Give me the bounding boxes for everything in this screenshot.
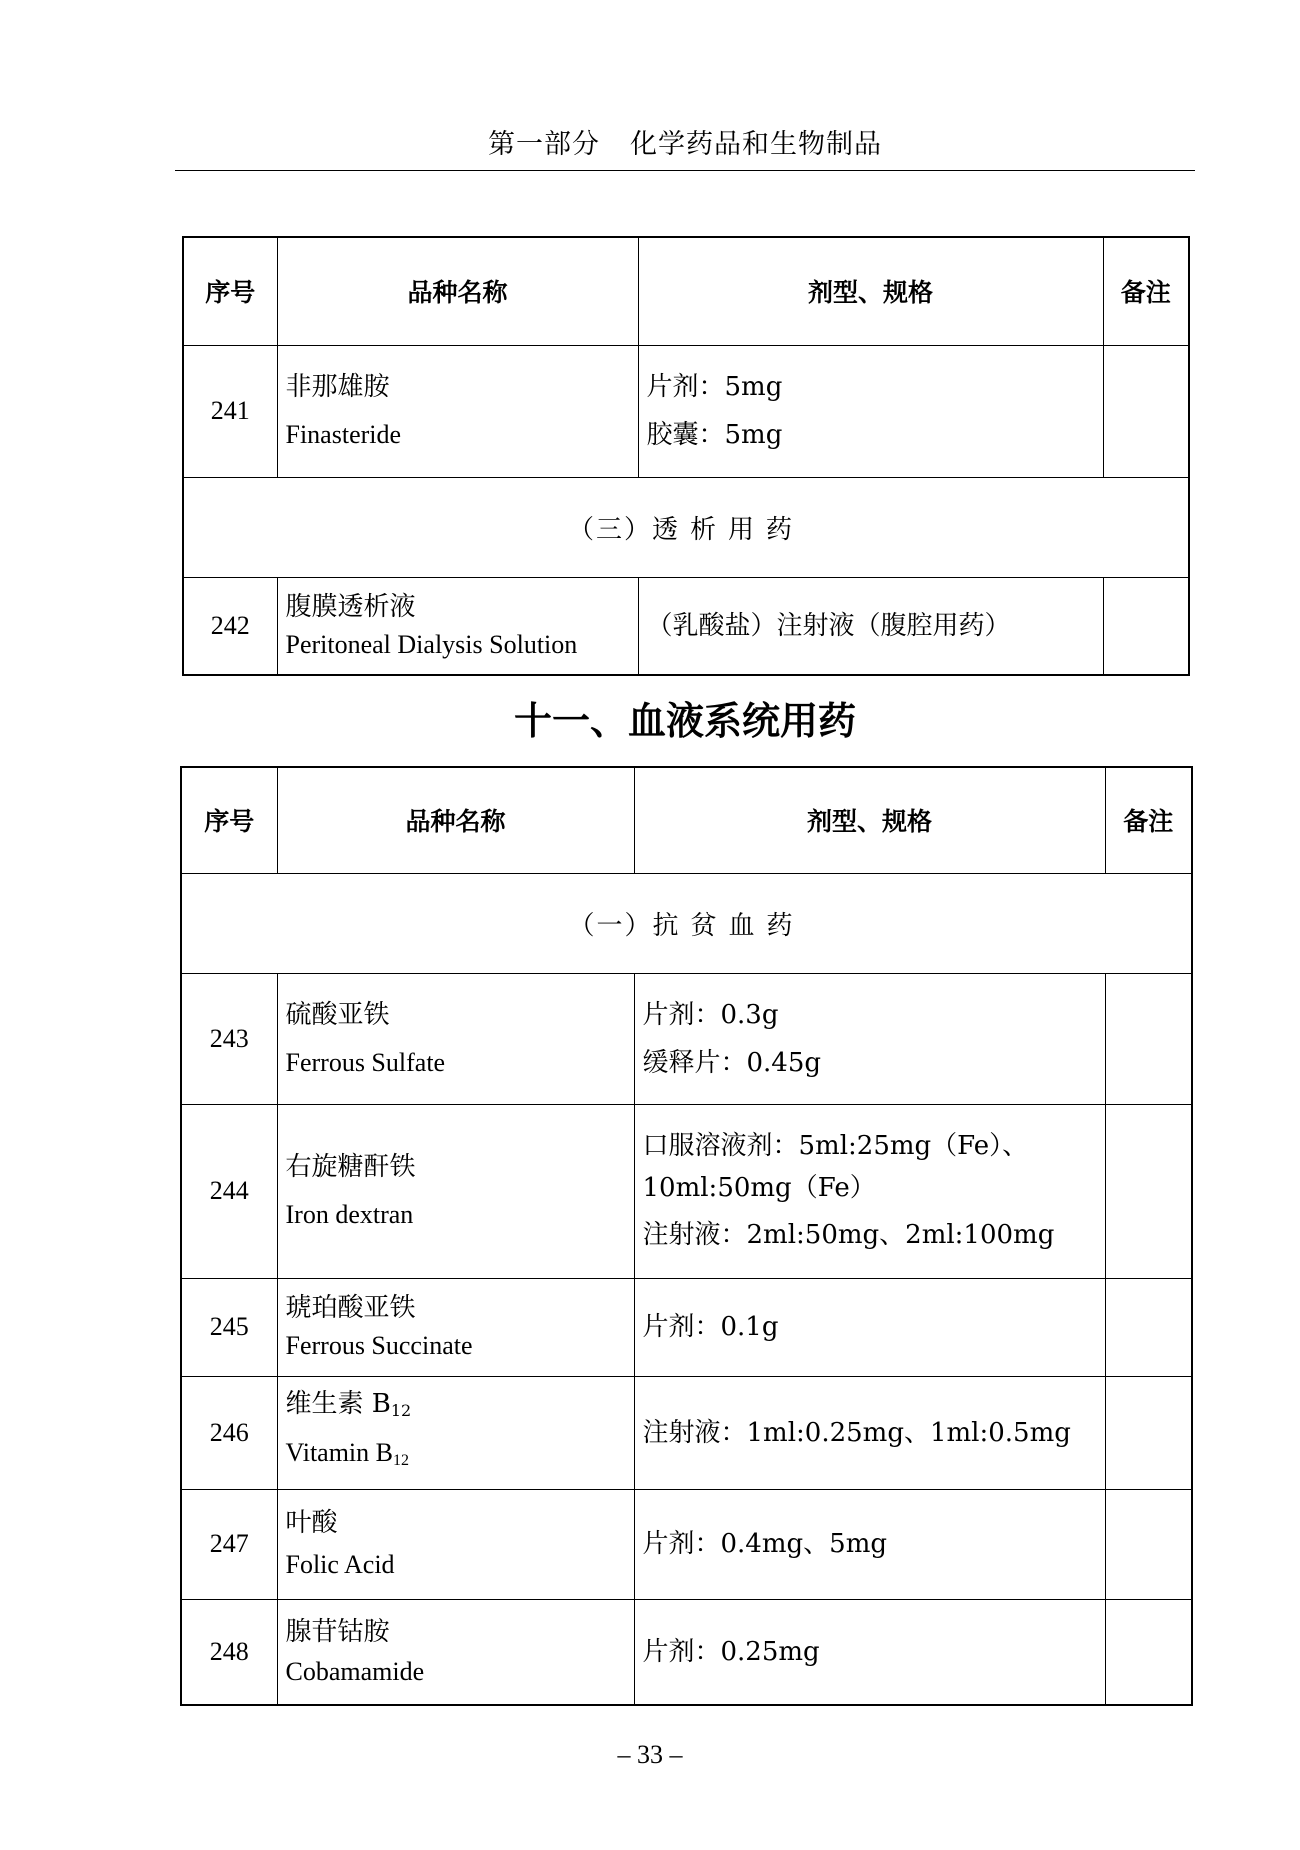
drug-name-cn: 右旋糖酐铁 bbox=[285, 1152, 416, 1182]
note-cell bbox=[1103, 345, 1189, 477]
note-cell bbox=[1103, 577, 1189, 675]
drug-name-cn: 硫酸亚铁 bbox=[285, 999, 390, 1030]
drug-name-en: Cobamamide bbox=[285, 1656, 425, 1686]
table-row bbox=[181, 1599, 1192, 1705]
spec-cell bbox=[638, 345, 1103, 477]
subheading-paren: （三） bbox=[567, 514, 652, 545]
row-number: 248 bbox=[181, 1599, 277, 1705]
drug-name-en-line bbox=[286, 1432, 634, 1482]
subheading-label: 透析用药 bbox=[652, 514, 805, 545]
spec-cell bbox=[634, 1376, 1105, 1489]
table-row bbox=[181, 1278, 1192, 1376]
spec-line: 片剂：0.3g bbox=[642, 999, 779, 1030]
header-name: 品种名称 bbox=[277, 767, 634, 873]
note-cell bbox=[1105, 1376, 1192, 1489]
running-header-part: 第一部分 bbox=[488, 129, 600, 160]
drug-name-cn: 腹膜透析液 bbox=[285, 591, 416, 622]
running-header-title: 化学药品和生物制品 bbox=[630, 129, 882, 160]
row-number: 247 bbox=[181, 1489, 277, 1599]
note-cell bbox=[1105, 1104, 1192, 1278]
table-row bbox=[181, 1489, 1192, 1599]
drug-name-cn: 腺苷钴胺 bbox=[285, 1616, 390, 1647]
row-number: 246 bbox=[181, 1376, 277, 1489]
header-name: 品种名称 bbox=[277, 237, 638, 345]
header-rule bbox=[175, 170, 1195, 171]
drug-name-cell bbox=[277, 1278, 634, 1376]
drug-name-cell bbox=[277, 1104, 634, 1278]
note-cell bbox=[1105, 1489, 1192, 1599]
spec-cell bbox=[634, 1489, 1105, 1599]
table-row bbox=[181, 973, 1192, 1104]
drug-name-cell bbox=[277, 1376, 634, 1489]
drug-name-en-subscript: 12 bbox=[393, 1452, 409, 1469]
spec-cell bbox=[638, 577, 1103, 675]
table-row bbox=[181, 1376, 1192, 1489]
spec-line: 口服溶液剂：5ml:25mg（Fe）、10ml:50mg（Fe） bbox=[642, 1131, 1029, 1203]
spec-line: 片剂：0.1g bbox=[642, 1312, 779, 1342]
spec-line: 注射液：2ml:50mg、2ml:100mg bbox=[642, 1220, 1055, 1250]
drug-name-en: Folic Acid bbox=[285, 1550, 395, 1579]
spec-line: 片剂：0.25mg bbox=[642, 1636, 820, 1667]
header-no: 序号 bbox=[181, 767, 277, 873]
drug-name-cn-subscript: 12 bbox=[390, 1401, 412, 1420]
spec-line: 胶囊：5mg bbox=[646, 420, 783, 450]
table-row bbox=[181, 1104, 1192, 1278]
table-header-row bbox=[183, 237, 1189, 345]
spec-cell bbox=[634, 1599, 1105, 1705]
header-note: 备注 bbox=[1105, 767, 1192, 873]
spec-cell bbox=[634, 1278, 1105, 1376]
table-row bbox=[183, 577, 1189, 675]
running-header bbox=[175, 122, 1195, 161]
row-number: 241 bbox=[183, 345, 277, 477]
note-cell bbox=[1105, 1599, 1192, 1705]
drug-name-cn: 维生素 B bbox=[285, 1389, 391, 1419]
drug-table-1 bbox=[182, 236, 1190, 676]
spec-line: 注射液：1ml:0.25mg、1ml:0.5mg bbox=[642, 1417, 1071, 1448]
spec-line: （乳酸盐）注射液（腹腔用药） bbox=[646, 610, 1011, 641]
section-title: 十一、血液系统用药 bbox=[513, 699, 856, 743]
drug-name-cell bbox=[277, 1489, 634, 1599]
drug-name-cn-line bbox=[286, 1383, 634, 1432]
drug-name-en: Peritoneal Dialysis Solution bbox=[285, 629, 578, 659]
note-cell bbox=[1105, 973, 1192, 1104]
drug-name-cn: 叶酸 bbox=[285, 1508, 338, 1538]
subheading-label: 抗贫血药 bbox=[652, 910, 805, 941]
drug-name-cell bbox=[277, 1599, 634, 1705]
spec-line: 片剂：0.4mg、5mg bbox=[642, 1529, 887, 1559]
spec-cell bbox=[634, 1104, 1105, 1278]
table-row bbox=[183, 345, 1189, 477]
header-spec: 剂型、规格 bbox=[638, 237, 1103, 345]
row-number: 244 bbox=[181, 1104, 277, 1278]
subheading-paren: （一） bbox=[568, 910, 653, 941]
drug-name-cell bbox=[277, 345, 638, 477]
drug-name-en: Iron dextran bbox=[285, 1200, 414, 1229]
drug-name-cell bbox=[277, 577, 638, 675]
drug-name-cell bbox=[277, 973, 634, 1104]
table-header-row bbox=[181, 767, 1192, 873]
row-number: 243 bbox=[181, 973, 277, 1104]
spec-line: 缓释片：0.45g bbox=[642, 1047, 822, 1078]
drug-name-en: Ferrous Sulfate bbox=[285, 1047, 446, 1077]
page-number: – 33 – bbox=[617, 1740, 683, 1769]
row-number: 242 bbox=[183, 577, 277, 675]
drug-name-en: Ferrous Succinate bbox=[285, 1331, 473, 1360]
subheading-row bbox=[183, 477, 1189, 577]
subheading-dialysis bbox=[183, 477, 1189, 577]
header-spec: 剂型、规格 bbox=[634, 767, 1105, 873]
header-note: 备注 bbox=[1103, 237, 1189, 345]
note-cell bbox=[1105, 1278, 1192, 1376]
subheading-row bbox=[181, 873, 1192, 973]
spec-line: 片剂：5mg bbox=[646, 372, 783, 402]
drug-table-2 bbox=[180, 766, 1193, 1706]
drug-name-en: Vitamin B bbox=[285, 1438, 393, 1467]
drug-name-cn: 非那雄胺 bbox=[285, 372, 390, 402]
spec-cell bbox=[634, 973, 1105, 1104]
row-number: 245 bbox=[181, 1278, 277, 1376]
header-no: 序号 bbox=[183, 237, 277, 345]
drug-name-en: Finasteride bbox=[285, 420, 402, 449]
subheading-anti-anemia bbox=[181, 873, 1192, 973]
drug-name-cn: 琥珀酸亚铁 bbox=[285, 1293, 416, 1323]
